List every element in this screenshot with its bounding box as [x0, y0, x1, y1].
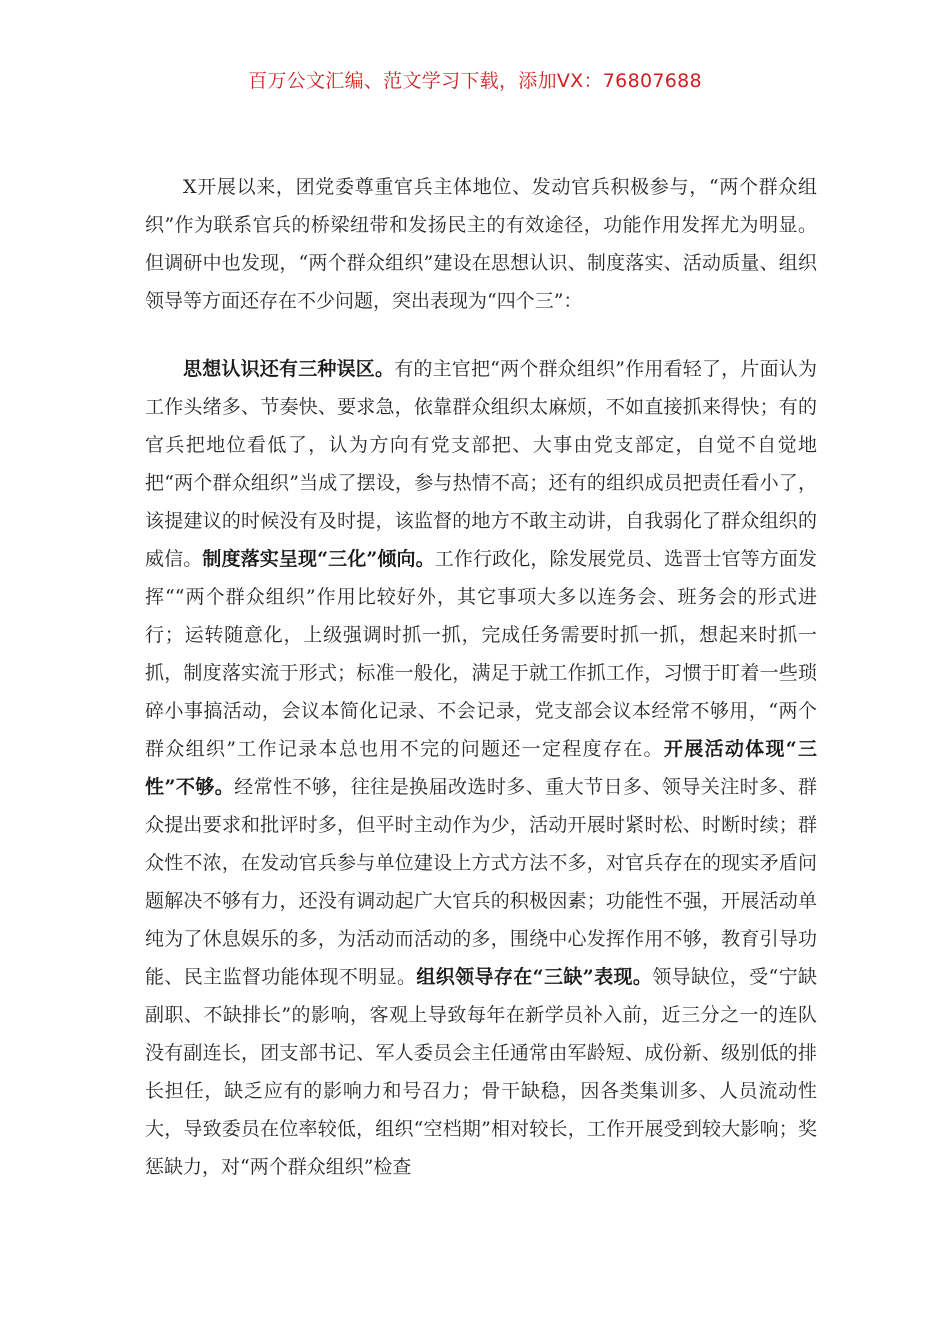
section-text-system: 工作行政化，除发展党员、选晋士官等方面发挥““两个群众组织”作用比较好外，其它事项大多以连务会、班务会的形式进行；运转随意化，上级强调时抓一抓，完成任务需要时抓一抓，想起来时抓一抓，制度落实流于形式；标准一般化，满足于就工作抓工作，习惯于盯着一些琐碎小事搞活动，会议本简化记录、不会记录，党支部会议本经常不够用，“两个群众组织”工作记录本总也用不完的问题还一定程度存在。 [145, 548, 817, 760]
section-heading-leadership: 组织领导存在“三缺”表现。 [416, 966, 653, 988]
section-text-thinking: 有的主官把“两个群众组织”作用看轻了，片面认为工作头绪多、节奏快、要求急，依靠群众组织太麻烦，不如直接抓来得快；有的官兵把地位看低了，认为方向有党支部把、大事由党支部定，自觉不自觉地把“两个群众组织”当成了摆设，参与热情不高；还有的组织成员把责任看小了，该提建议的时候没有及时提，该监督的地方不敢主动讲，自我弱化了群众组织的威信。 [145, 358, 817, 570]
main-paragraph [145, 350, 817, 1186]
intro-paragraph: X开展以来，团党委尊重官兵主体地位、发动官兵积极参与，“两个群众组织”作为联系官兵的桥梁纽带和发扬民主的有效途径，功能作用发挥尤为明显。但调研中也发现，“两个群众组织”建设在思想认识、制度落实、活动质量、组织领导等方面还存在不少问题，突出表现为“四个三”： [145, 176, 817, 312]
section-heading-system: 制度落实呈现“三化”倾向。 [202, 548, 435, 570]
section-heading-thinking: 思想认识还有三种误区。 [183, 358, 395, 380]
section-heading-activities: 开展活动体现“三性”不够。 [145, 738, 817, 798]
section-text-activities: 经常性不够，往往是换届改选时多、重大节日多、领导关注时多、群众提出要求和批评时多，但平时主动作为少，活动开展时紧时松、时断时续；群众性不浓，在发动官兵参与单位建设上方式方法不多，对官兵存在的现实矛盾问题解决不够有力，还没有调动起广大官兵的积极因素；功能性不强，开展活动单纯为了休息娱乐的多，为活动而活动的多，围绕中心发挥作用不够，教育引导功能、民主监督功能体现不明显。 [145, 776, 817, 988]
document-body [145, 168, 817, 1186]
section-text-leadership: 领导缺位，受“宁缺副职、不缺排长”的影响，客观上导致每年在新学员补入前，近三分之一的连队没有副连长，团支部书记、军人委员会主任通常由军龄短、成份新、级别低的排长担任，缺乏应有的影响力和号召力；骨干缺稳，因各类集训多、人员流动性大，导致委员在位率较低，组织“空档期”相对较长，工作开展受到较大影响；奖惩缺力，对“两个群众组织”检查 [145, 966, 817, 1178]
watermark-header: 百万公文汇编、范文学习下载，添加VX：76807688 [248, 70, 702, 92]
